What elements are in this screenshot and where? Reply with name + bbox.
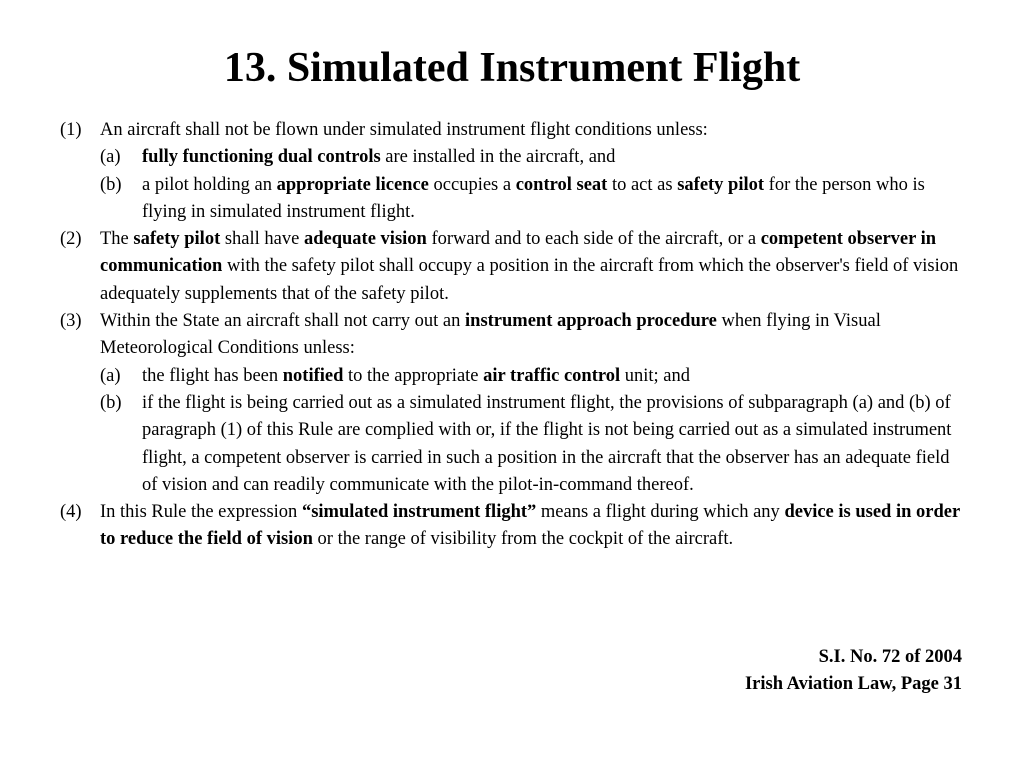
subparagraph-1b — [100, 172, 965, 227]
emphasis-text: notified — [282, 365, 344, 386]
subparagraph-text: are installed in the aircraft, and — [380, 147, 616, 168]
subparagraph-text: occupies a — [428, 174, 516, 195]
subparagraph-3b — [100, 390, 965, 499]
paragraph-text: when flying in Visual Meteorological Conditions unless: — [100, 311, 881, 359]
subparagraph-number: (a) — [100, 365, 121, 386]
paragraph-text: with the safety pilot shall occupy a position in the aircraft from which the observer's field of vision adequately supplements that of the safety pilot. — [100, 256, 959, 304]
paragraph-text: An aircraft shall not be flown under simulated instrument flight conditions unless: — [100, 120, 708, 140]
paragraph-number: (1) — [60, 120, 82, 140]
emphasis-text: instrument approach procedure — [465, 311, 717, 332]
paragraph-text: means a flight during which any — [536, 502, 785, 523]
subparagraph-number: (b) — [100, 174, 122, 195]
paragraph-text: or the range of visibility from the cockpit of the aircraft. — [312, 529, 734, 550]
paragraph-number: (3) — [60, 311, 82, 332]
rule-body — [60, 117, 965, 554]
page-title: 13. Simulated Instrument Flight — [223, 45, 801, 91]
emphasis-text: safety pilot — [133, 229, 221, 250]
emphasis-text: “simulated instrument flight” — [301, 502, 537, 523]
legal-reference — [745, 644, 962, 698]
paragraph-number: (2) — [60, 229, 82, 250]
paragraph-4 — [60, 499, 965, 554]
subparagraph-text: unit; and — [620, 365, 691, 386]
paragraph-3 — [60, 308, 965, 499]
emphasis-text: fully functioning dual controls — [142, 147, 381, 168]
subparagraph-text: for the person who is flying in simulated instrument flight. — [142, 174, 925, 222]
emphasis-text: competent observer in communication — [100, 229, 937, 277]
emphasis-text: adequate vision — [303, 229, 427, 250]
subparagraph-text: a pilot holding an — [142, 174, 277, 195]
subparagraph-text: to act as — [607, 174, 678, 195]
paragraph-text: forward and to each side of the aircraft, or a — [426, 229, 761, 250]
paragraph-text: In this Rule the expression — [100, 502, 302, 523]
emphasis-text: device is used in order to reduce the field of vision — [100, 502, 960, 550]
paragraph-2 — [60, 226, 965, 308]
emphasis-text: safety pilot — [677, 174, 765, 195]
emphasis-text: control seat — [515, 174, 608, 195]
paragraph-text: Within the State an aircraft shall not carry out an — [100, 311, 466, 332]
source-citation: Irish Aviation Law, Page 31 — [744, 674, 962, 694]
subparagraph-number: (b) — [100, 392, 122, 413]
paragraph-1 — [60, 117, 965, 226]
subparagraph-number: (a) — [100, 147, 121, 168]
subparagraph-1a — [100, 144, 965, 171]
emphasis-text: appropriate licence — [276, 174, 429, 195]
subparagraph-text: to the appropriate — [343, 365, 484, 386]
paragraph-text: The — [100, 229, 134, 250]
paragraph-text: shall have — [220, 229, 304, 250]
paragraph-number: (4) — [60, 502, 82, 523]
subparagraph-3a — [100, 363, 965, 390]
subparagraph-text: the flight has been — [142, 365, 283, 386]
statutory-instrument-number: S.I. No. 72 of 2004 — [818, 647, 962, 667]
subparagraph-text: if the flight is being carried out as a simulated instrument flight, the provisions of subparagraph (a) and (b) of paragraph (1) of this Rule are complied with or, if the flight is not being carried out as a simulated instrument flight, a competent observer is carried in such a position in the aircraft that the observer has an adequate field of vision and can readily communicate with the pilot-in-command thereof. — [142, 392, 952, 495]
emphasis-text: air traffic control — [483, 365, 621, 386]
